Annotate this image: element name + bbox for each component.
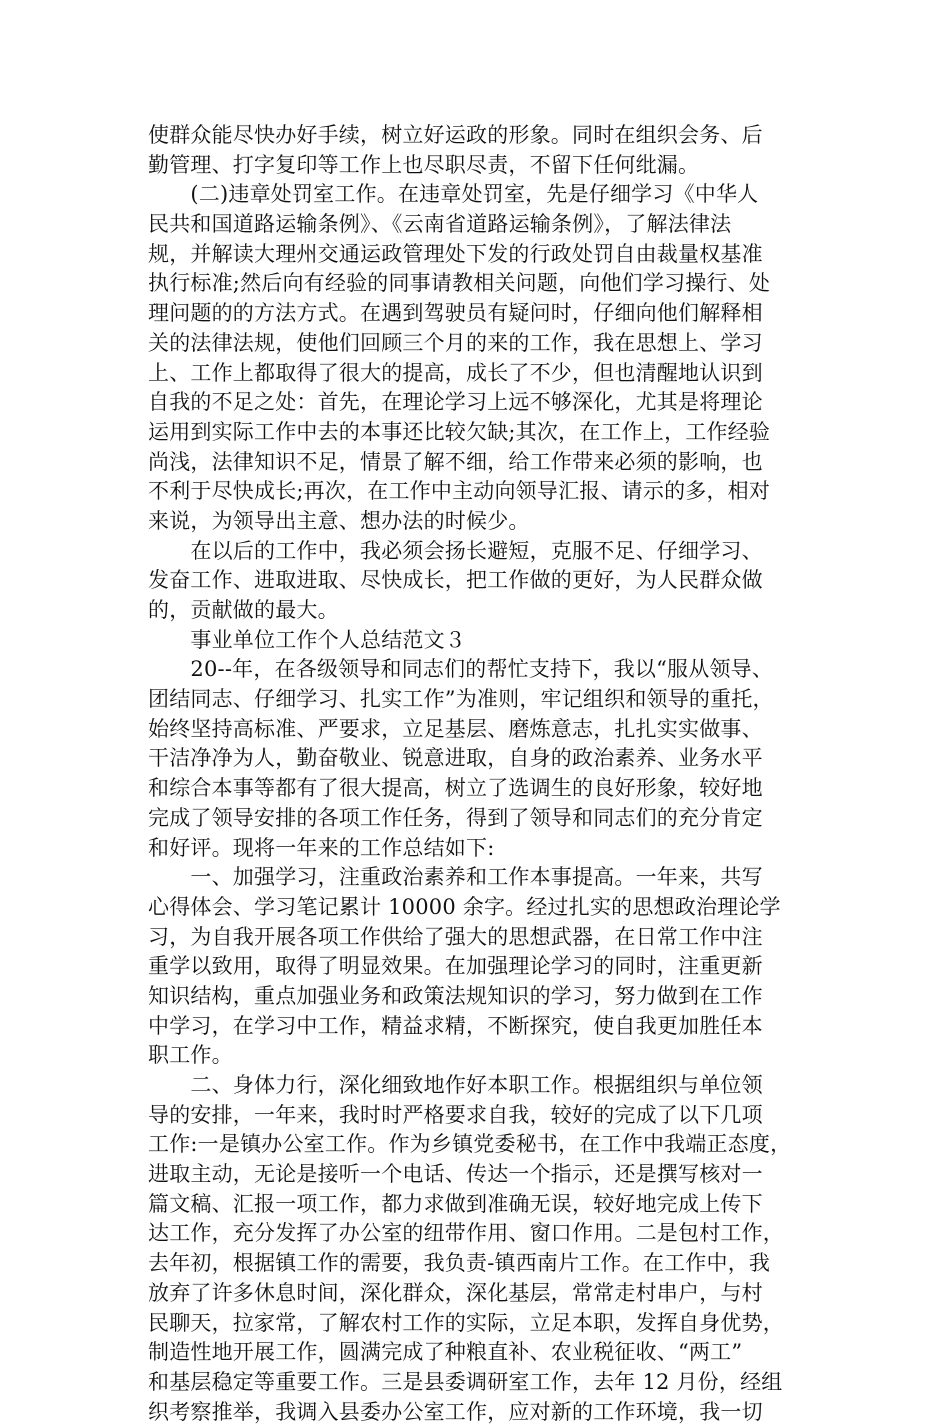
text-line: 知识结构，重点加强业务和政策法规知识的学习，努力做到在工作 <box>148 983 763 1008</box>
text-line: 二、身体力行，深化细致地作好本职工作。根据组织与单位领 <box>148 1073 763 1097</box>
text-line: 一、加强学习，注重政治素养和工作本事提高。一年来，共写 <box>148 865 763 890</box>
text-line: 自我的不足之处：首先，在理论学习上远不够深化，尤其是将理论 <box>148 390 763 415</box>
text-line: 规，并解读大理州交通运政管理处下发的行政处罚自由裁量权基准 <box>148 241 763 266</box>
text-line: 理问题的的方法方式。在遇到驾驶员有疑问时，仔细向他们解释相 <box>148 301 763 326</box>
text-line: 干洁净净为人，勤奋敬业、锐意进取，自身的政治素养、业务水平 <box>148 746 763 771</box>
text-line: 和综合本事等都有了很大提高，树立了选调生的良好形象，较好地 <box>148 776 763 801</box>
document-body <box>148 121 808 1427</box>
text-line: 达工作，充分发挥了办公室的纽带作用、窗口作用。二是包村工作， <box>148 1221 784 1246</box>
text-line: 的，贡献做的最大。 <box>148 598 339 622</box>
text-line: 在以后的工作中，我必须会扬长避短，克服不足、仔细学习、 <box>148 538 763 563</box>
text-line: 职工作。 <box>148 1043 233 1068</box>
text-line: 运用到实际工作中去的本事还比较欠缺;其次，在工作上，工作经验 <box>148 419 771 444</box>
text-line: 完成了领导安排的各项工作任务，得到了领导和同志们的充分肯定 <box>148 805 763 830</box>
text-line: 执行标准;然后向有经验的同事请教相关问题，向他们学习操行、处 <box>148 271 771 296</box>
text-line: 织考察推举，我调入县委办公室工作，应对新的工作环境，我一切 <box>148 1399 763 1424</box>
text-line: 导的安排，一年来，我时时严格要求自我，较好的完成了以下几项 <box>148 1102 763 1127</box>
text-line: 民共和国道路运输条例》、《云南省道路运输条例》，了解法律法 <box>148 212 732 237</box>
text-line: 上、工作上都取得了很大的提高，成长了不少，但也清醒地认识到 <box>148 360 763 385</box>
text-line: 来说，为领导出主意、想办法的时候少。 <box>148 508 530 533</box>
text-line: 工作:一是镇办公室工作。作为乡镇党委秘书，在工作中我端正态度， <box>148 1132 792 1157</box>
text-line: 和好评。现将一年来的工作总结如下: <box>148 835 495 860</box>
text-line: 重学以致用，取得了明显效果。在加强理论学习的同时，注重更新 <box>148 954 763 979</box>
text-line: 关的法律法规，使他们回顾三个月的来的工作，我在思想上、学习 <box>148 330 763 355</box>
text-line: 使群众能尽快办好手续，树立好运政的形象。同时在组织会务、后 <box>148 123 763 147</box>
text-line: 尚浅，法律知识不足，情景了解不细，给工作带来必须的影响，也 <box>148 449 763 474</box>
text-line: 进取主动，无论是接听一个电话、传达一个指示，还是撰写核对一 <box>148 1162 763 1187</box>
text-line: 团结同志、仔细学习、扎实工作”为准则，牢记组织和领导的重托， <box>148 687 774 712</box>
section-heading: 事业单位工作个人总结范文３ <box>148 627 466 652</box>
text-line: 心得体会、学习笔记累计 10000 余字。经过扎实的思想政治理论学 <box>148 894 781 919</box>
text-line: 去年初，根据镇工作的需要，我负责-镇西南片工作。在工作中，我 <box>148 1251 771 1276</box>
text-line: 20--年，在各级领导和同志们的帮忙支持下，我以“服从领导、 <box>148 657 774 682</box>
text-line: 放弃了许多休息时间，深化群众，深化基层，常常走村串户，与村 <box>148 1280 763 1305</box>
text-line: 习，为自我开展各项工作供给了强大的思想武器，在日常工作中注 <box>148 924 763 949</box>
text-line: 篇文稿、汇报一项工作，都力求做到准确无误，较好地完成上传下 <box>148 1191 763 1216</box>
text-line: 民聊天，拉家常，了解农村工作的实际，立足本职，发挥自身优势， <box>148 1310 784 1335</box>
text-line: 中学习，在学习中工作，精益求精，不断探究，使自我更加胜任本 <box>148 1013 763 1038</box>
text-line: 不利于尽快成长;再次，在工作中主动向领导汇报、请示的多，相对 <box>148 479 771 504</box>
text-line: 制造性地开展工作，圆满完成了种粮直补、农业税征收、“两工” <box>148 1340 743 1365</box>
text-line: (二)违章处罚室工作。在违章处罚室，先是仔细学习《中华人 <box>148 182 759 207</box>
text-line: 发奋工作、进取进取、尽快成长，把工作做的更好，为人民群众做 <box>148 568 763 593</box>
text-line: 勤管理、打字复印等工作上也尽职尽责，不留下任何纰漏。 <box>148 152 700 177</box>
text-line: 始终坚持高标准、严要求，立足基层、磨炼意志，扎扎实实做事、 <box>148 716 763 741</box>
text-line: 和基层稳定等重要工作。三是县委调研室工作，去年 12 月份，经组 <box>148 1369 783 1394</box>
